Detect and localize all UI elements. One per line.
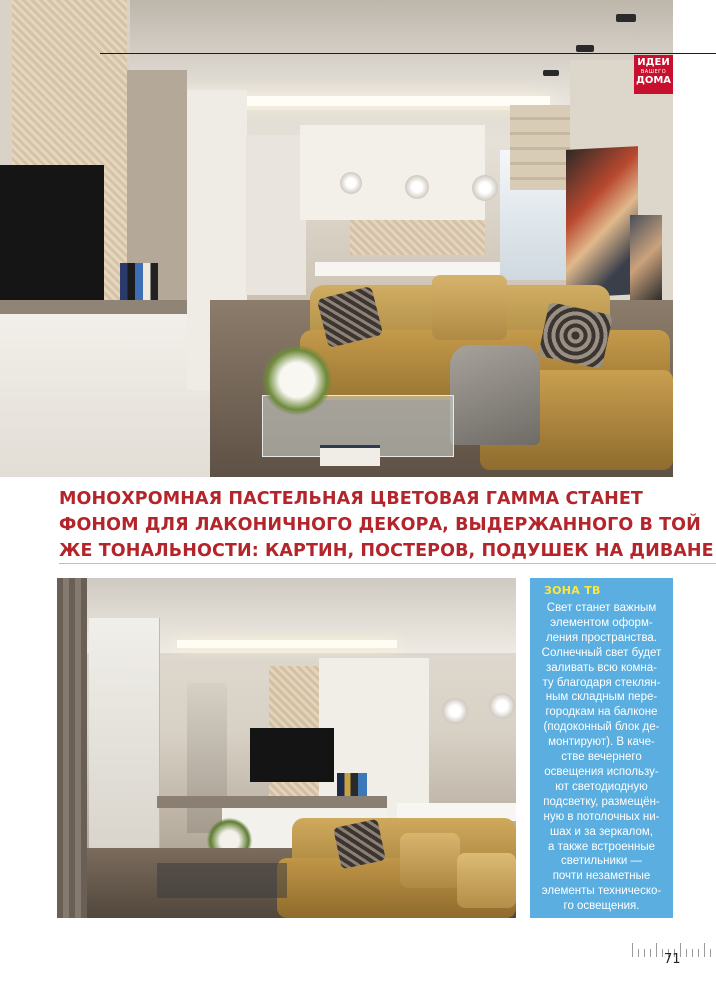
ceiling-light-strip [177, 640, 397, 648]
pendant-lamp [442, 698, 468, 724]
pendant-lamp [405, 175, 429, 199]
logo-line-1: ИДЕИ [637, 57, 670, 68]
sidebar-line: ным складным пере- [545, 691, 658, 704]
small-painting [630, 215, 662, 300]
sidebar-line: шах и за зеркалом, [549, 825, 653, 838]
sidebar-title: ЗОНА ТВ [544, 584, 601, 597]
header-rule [100, 53, 716, 54]
books [120, 263, 158, 301]
page-number: 71 [664, 952, 681, 967]
sidebar-line: элементы техническо- [541, 885, 662, 898]
sidebar-line: ную в потолочных ни- [543, 810, 660, 823]
portrait-painting [566, 146, 638, 298]
spotlight [543, 70, 559, 76]
sidebar-line: монтируют). В каче- [548, 736, 655, 749]
curtain [57, 578, 87, 918]
spotlight [616, 14, 636, 22]
cushion-gold [457, 853, 516, 908]
sidebar-line: а также встроенные [548, 840, 655, 853]
kitchen-cabinets [300, 125, 485, 220]
roman-blinds [510, 105, 570, 190]
spotlight [576, 45, 594, 52]
sidebar-line: почти незаметные [552, 870, 651, 883]
grey-throw [450, 345, 540, 445]
sidebar-line: го освещения. [563, 900, 640, 913]
tv-console [0, 314, 210, 477]
logo-line-3: ДОМА [635, 75, 672, 86]
sidebar-line: подсветку, размещён- [543, 795, 660, 808]
caption-line: ФОНОМ ДЛЯ ЛАКОНИЧНОГО ДЕКОРА, ВЫДЕРЖАННОГО В ТОЙ [59, 515, 701, 535]
books [337, 773, 367, 798]
sidebar-line: городкам на балконе [545, 706, 658, 719]
tv-console-top [0, 300, 210, 314]
pendant-lamp [472, 175, 498, 201]
sidebar-line: стве вечернего [561, 751, 642, 764]
caption-line: МОНОХРОМНАЯ ПАСТЕЛЬНАЯ ЦВЕТОВАЯ ГАММА СТАНЕТ [59, 489, 643, 509]
sidebar-text [530, 601, 673, 914]
magazine-logo [634, 55, 673, 94]
flower-vase [262, 345, 332, 415]
corridor [246, 135, 306, 295]
sidebar-line: элементом оформ- [550, 616, 653, 629]
cushion-gold [400, 833, 460, 888]
tv-console [157, 796, 387, 808]
sidebar-line: Свет станет важным [546, 602, 657, 614]
kitchen-backsplash [350, 220, 485, 255]
mirror-panel [187, 683, 227, 833]
magazine [320, 445, 380, 466]
sidebar-line: ют светодиодную [555, 780, 648, 793]
sidebar-line: освещения использу- [544, 765, 659, 778]
cushion-gold [432, 275, 507, 340]
sidebar-line: Солнечный свет будет [541, 646, 662, 659]
glass-coffee-table [157, 863, 287, 898]
sidebar-line: заливать всю комна- [546, 661, 657, 674]
tv-screen [0, 165, 104, 310]
tv-zone-sidebar [530, 578, 673, 918]
sidebar-line: (подоконный блок де- [543, 721, 660, 734]
logo-line-2: ВАШЕГО [640, 69, 667, 75]
sidebar-line: ту благодаря стеклян- [542, 676, 661, 689]
top-interior-photo [0, 0, 673, 477]
tv-screen [250, 728, 334, 782]
sidebar-line: светильники — [560, 855, 643, 868]
glass-door [89, 618, 160, 848]
pendant-lamp [340, 172, 362, 194]
caption-divider [59, 563, 716, 564]
photo-caption [59, 486, 714, 564]
sidebar-line: ления пространства. [545, 631, 658, 644]
pendant-lamp [489, 693, 515, 719]
bottom-interior-photo [57, 578, 516, 918]
caption-line: ЖЕ ТОНАЛЬНОСТИ: КАРТИН, ПОСТЕРОВ, ПОДУШЕК НА ДИВАНЕ [59, 541, 714, 561]
